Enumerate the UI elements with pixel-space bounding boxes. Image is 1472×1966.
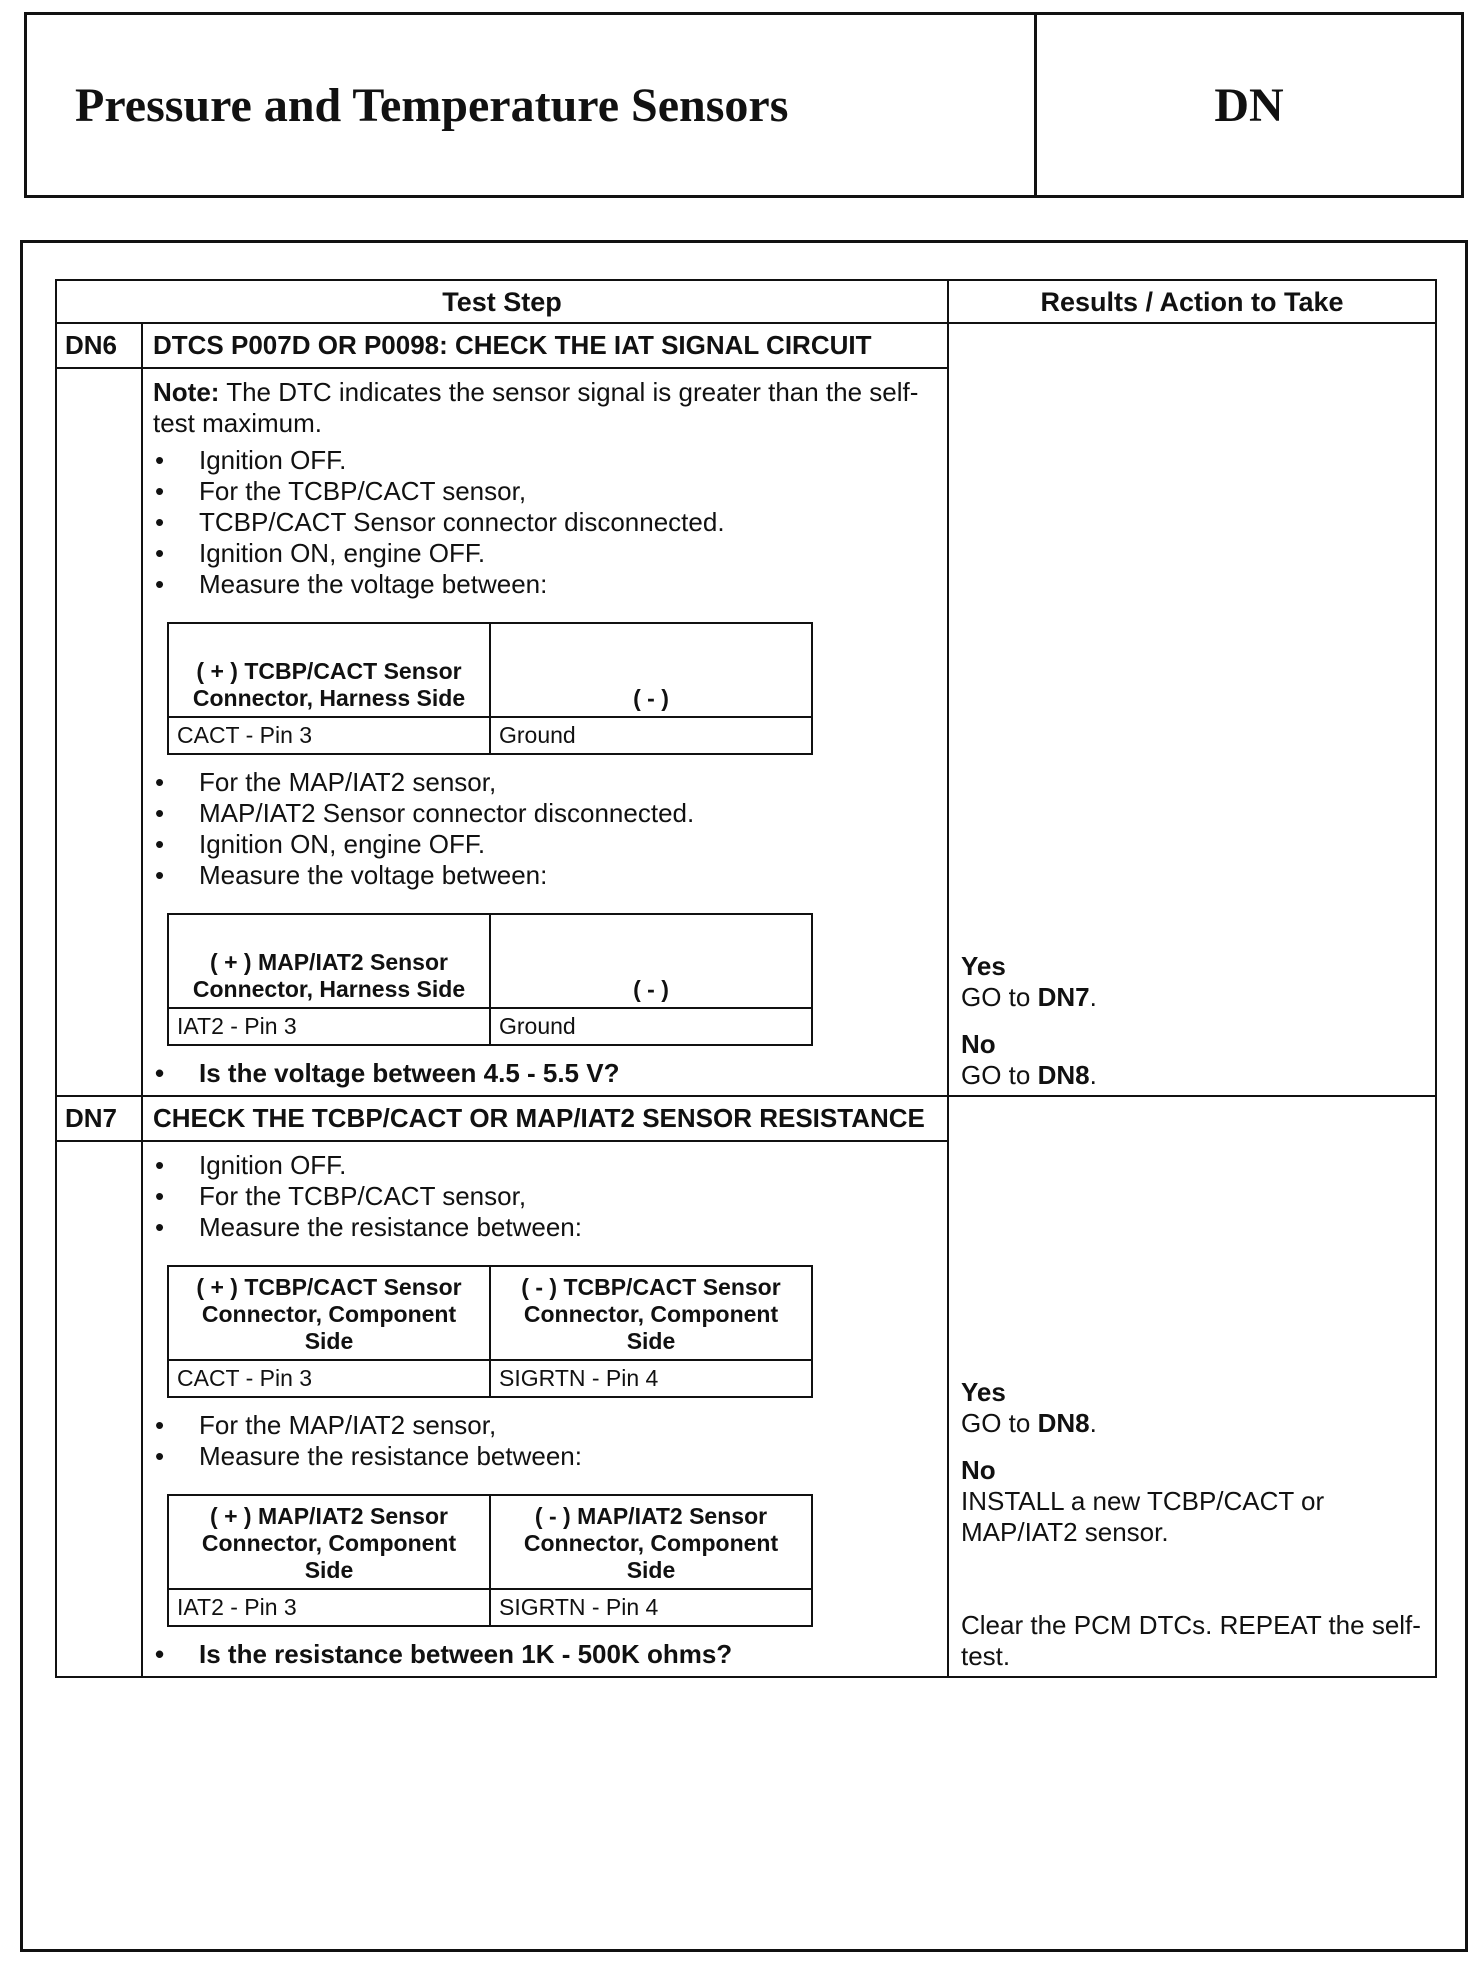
step-note: Note: The DTC indicates the sensor signal is greater than the self-test maximum. [153, 377, 919, 438]
goto-link: DN7 [1037, 982, 1090, 1012]
list-item: • Ignition ON, engine OFF. [153, 829, 937, 860]
instruction-list [153, 445, 937, 600]
pin-table-header: ( + ) TCBP/CACT Sensor Connector, Harness Side [168, 623, 490, 717]
pin-table-header: ( + ) MAP/IAT2 Sensor Connector, Harness Side [168, 914, 490, 1008]
col-header-test-step: Test Step [56, 280, 948, 323]
result-clear-action: Clear the PCM DTCs. REPEAT the self-test. [961, 1610, 1421, 1671]
instruction-list [153, 767, 937, 891]
step-question: • Is the resistance between 1K - 500K ohms? [153, 1639, 937, 1670]
step-dn6-title-row [56, 323, 1436, 368]
result-yes-action: GO to DN8. [961, 1408, 1097, 1438]
step-body [142, 1141, 948, 1677]
pin-table-header: ( + ) MAP/IAT2 Sensor Connector, Component Side [168, 1495, 490, 1589]
list-item: • Ignition OFF. [153, 445, 937, 476]
pin-table-cell: CACT - Pin 3 [168, 717, 490, 754]
pin-table [167, 913, 813, 1046]
pin-table-cell: Ground [490, 1008, 812, 1045]
pin-table [167, 1265, 813, 1398]
col-header-results: Results / Action to Take [948, 280, 1436, 323]
step-number: DN7 [56, 1096, 142, 1141]
pin-table-header: ( - ) [490, 914, 812, 1008]
results-block [961, 1377, 1427, 1672]
pin-table-cell: CACT - Pin 3 [168, 1360, 490, 1397]
list-item: • For the MAP/IAT2 sensor, [153, 1410, 937, 1441]
page-header [24, 12, 1464, 198]
pin-table-header: ( - ) MAP/IAT2 Sensor Connector, Component Side [490, 1495, 812, 1589]
list-item: • Ignition ON, engine OFF. [153, 538, 937, 569]
result-no-action: INSTALL a new TCBP/CACT or MAP/IAT2 sensor. [961, 1486, 1325, 1547]
pin-table-header: ( - ) TCBP/CACT Sensor Connector, Component Side [490, 1266, 812, 1360]
pin-table-cell: IAT2 - Pin 3 [168, 1008, 490, 1045]
header-title-cell [27, 15, 1037, 195]
pin-table-cell: SIGRTN - Pin 4 [490, 1360, 812, 1397]
list-item: • Measure the resistance between: [153, 1441, 937, 1472]
step-number-spacer [56, 368, 142, 1096]
test-step-table [55, 279, 1437, 1678]
pin-table-cell: Ground [490, 717, 812, 754]
list-item: • MAP/IAT2 Sensor connector disconnected. [153, 798, 937, 829]
pin-table-cell: IAT2 - Pin 3 [168, 1589, 490, 1626]
list-item: • Ignition OFF. [153, 1150, 937, 1181]
table-header-row [56, 280, 1436, 323]
section-code: DN [1214, 78, 1284, 132]
step-title: CHECK THE TCBP/CACT OR MAP/IAT2 SENSOR RESISTANCE [142, 1096, 948, 1141]
result-no-label: No [961, 1455, 996, 1485]
step-dn6-results [948, 323, 1436, 1096]
results-block [961, 951, 1427, 1091]
list-item: • For the TCBP/CACT sensor, [153, 1181, 937, 1212]
content-frame [20, 240, 1468, 1952]
result-no-label: No [961, 1029, 996, 1059]
list-item: • For the TCBP/CACT sensor, [153, 476, 937, 507]
result-yes-action: GO to DN7. [961, 982, 1097, 1012]
result-yes-label: Yes [961, 1377, 1006, 1407]
question-list [153, 1639, 937, 1670]
result-yes-label: Yes [961, 951, 1006, 981]
step-number: DN6 [56, 323, 142, 368]
step-question: • Is the voltage between 4.5 - 5.5 V? [153, 1058, 937, 1089]
header-code-cell [1037, 15, 1461, 195]
pin-table-header: ( + ) TCBP/CACT Sensor Connector, Component Side [168, 1266, 490, 1360]
list-item: • Measure the voltage between: [153, 569, 937, 600]
pin-table-cell: SIGRTN - Pin 4 [490, 1589, 812, 1626]
step-number-spacer [56, 1141, 142, 1677]
instruction-list [153, 1150, 937, 1243]
step-dn7-results [948, 1096, 1436, 1677]
pin-table [167, 622, 813, 755]
goto-link: DN8 [1037, 1408, 1090, 1438]
step-title: DTCS P007D OR P0098: CHECK THE IAT SIGNAL CIRCUIT [142, 323, 948, 368]
list-item: • TCBP/CACT Sensor connector disconnected. [153, 507, 937, 538]
result-no-action: GO to DN8. [961, 1060, 1097, 1090]
page-title: Pressure and Temperature Sensors [75, 78, 789, 132]
step-body [142, 368, 948, 1096]
list-item: • Measure the resistance between: [153, 1212, 937, 1243]
pin-table-header: ( - ) [490, 623, 812, 717]
pin-table [167, 1494, 813, 1627]
list-item: • Measure the voltage between: [153, 860, 937, 891]
goto-link: DN8 [1037, 1060, 1090, 1090]
step-dn7-title-row [56, 1096, 1436, 1141]
instruction-list [153, 1410, 937, 1472]
list-item: • For the MAP/IAT2 sensor, [153, 767, 937, 798]
question-list [153, 1058, 937, 1089]
